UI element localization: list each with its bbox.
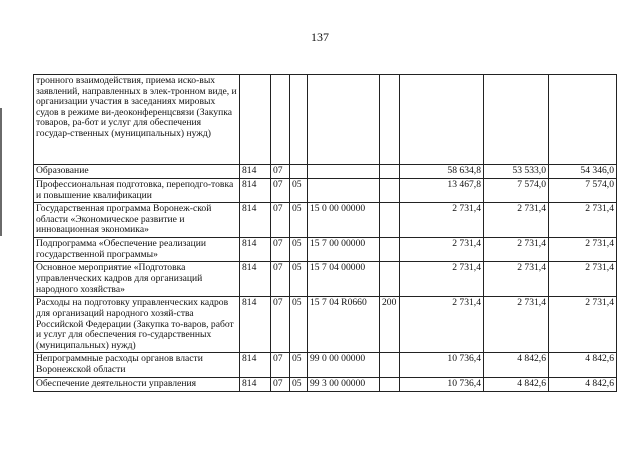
cell-year3: 2 731,4 (549, 203, 617, 238)
budget-table (33, 74, 617, 392)
cell-vr (380, 165, 400, 179)
cell-year2: 2 731,4 (484, 203, 549, 238)
cell-vr (380, 75, 400, 165)
cell-rz: 07 (271, 297, 290, 353)
cell-year1: 58 634,8 (400, 165, 484, 179)
cell-year3 (549, 75, 617, 165)
cell-rz: 07 (271, 179, 290, 203)
cell-pr: 05 (290, 179, 308, 203)
row-name: тронного взаимодействия, приема иско-вых заявлений, направленных в элек-тронном виде, и организации участия в заседаниях мировых судов в режиме ви-деоконференцсвязи (Закупка товаров, ра-бот и услуг для обеспечения государ-ственных (муниципальных) нужд) (34, 75, 240, 165)
row-name: Непрограммные расходы органов власти Воронежской области (34, 353, 240, 377)
row-name: Подпрограмма «Обеспечение реализации государственной программы» (34, 238, 240, 262)
cell-vr (380, 377, 400, 391)
row-name: Образование (34, 165, 240, 179)
table-row (34, 165, 617, 179)
cell-rz: 07 (271, 165, 290, 179)
row-name: Обеспечение деятельности управления (34, 377, 240, 391)
table-row (34, 203, 617, 238)
cell-year1 (400, 75, 484, 165)
cell-year1: 2 731,4 (400, 297, 484, 353)
row-name: Расходы на подготовку управленческих кадров для организаций народного хозяй-ства Российской Федерации (Закупка то-варов, работ и услуг для обеспечения го-сударственных (муниципальных) нужд) (34, 297, 240, 353)
cell-vr (380, 203, 400, 238)
row-name: Основное мероприятие «Подготовка управленческих кадров для организаций народного хозяйства» (34, 262, 240, 297)
cell-pr: 05 (290, 377, 308, 391)
cell-csr (308, 75, 380, 165)
cell-pr: 05 (290, 297, 308, 353)
cell-csr (308, 179, 380, 203)
cell-vr (380, 179, 400, 203)
table-row (34, 297, 617, 353)
cell-rz: 07 (271, 262, 290, 297)
cell-year1: 10 736,4 (400, 353, 484, 377)
cell-year3: 54 346,0 (549, 165, 617, 179)
cell-gr: 814 (240, 297, 271, 353)
cell-year3: 7 574,0 (549, 179, 617, 203)
cell-year2: 2 731,4 (484, 262, 549, 297)
scan-edge-mark (0, 108, 2, 236)
row-name: Профессиональная подготовка, переподго-товка и повышение квалификации (34, 179, 240, 203)
cell-year1: 2 731,4 (400, 262, 484, 297)
cell-year1: 2 731,4 (400, 203, 484, 238)
table-row (34, 262, 617, 297)
cell-pr: 05 (290, 262, 308, 297)
cell-year2: 4 842,6 (484, 353, 549, 377)
cell-pr (290, 165, 308, 179)
cell-pr: 05 (290, 203, 308, 238)
cell-year2: 2 731,4 (484, 238, 549, 262)
cell-pr: 05 (290, 353, 308, 377)
cell-year1: 2 731,4 (400, 238, 484, 262)
cell-rz: 07 (271, 377, 290, 391)
cell-year1: 10 736,4 (400, 377, 484, 391)
cell-gr: 814 (240, 165, 271, 179)
cell-gr: 814 (240, 353, 271, 377)
page-number: 137 (311, 30, 329, 44)
cell-vr: 200 (380, 297, 400, 353)
cell-csr: 15 0 00 00000 (308, 203, 380, 238)
row-name: Государственная программа Воронеж-ской области «Экономическое развитие и инновационная экономика» (34, 203, 240, 238)
cell-rz: 07 (271, 353, 290, 377)
cell-year3: 2 731,4 (549, 238, 617, 262)
cell-year1: 13 467,8 (400, 179, 484, 203)
cell-gr (240, 75, 271, 165)
table-row (34, 75, 617, 165)
table-row (34, 377, 617, 391)
cell-year2: 2 731,4 (484, 297, 549, 353)
cell-csr: 15 7 04 R0660 (308, 297, 380, 353)
cell-gr: 814 (240, 203, 271, 238)
cell-rz (271, 75, 290, 165)
cell-pr (290, 75, 308, 165)
table-row (34, 353, 617, 377)
cell-year3: 2 731,4 (549, 297, 617, 353)
cell-rz: 07 (271, 238, 290, 262)
cell-pr: 05 (290, 238, 308, 262)
cell-csr: 15 7 00 00000 (308, 238, 380, 262)
cell-rz: 07 (271, 203, 290, 238)
cell-year2: 7 574,0 (484, 179, 549, 203)
cell-year2: 53 533,0 (484, 165, 549, 179)
cell-vr (380, 262, 400, 297)
cell-vr (380, 238, 400, 262)
cell-year2: 4 842,6 (484, 377, 549, 391)
cell-csr: 15 7 04 00000 (308, 262, 380, 297)
cell-csr: 99 0 00 00000 (308, 353, 380, 377)
cell-year3: 4 842,6 (549, 353, 617, 377)
cell-csr: 99 3 00 00000 (308, 377, 380, 391)
cell-year2 (484, 75, 549, 165)
cell-vr (380, 353, 400, 377)
cell-gr: 814 (240, 262, 271, 297)
cell-csr (308, 165, 380, 179)
cell-year3: 4 842,6 (549, 377, 617, 391)
cell-gr: 814 (240, 238, 271, 262)
cell-year3: 2 731,4 (549, 262, 617, 297)
table-row (34, 179, 617, 203)
cell-gr: 814 (240, 377, 271, 391)
table-row (34, 238, 617, 262)
cell-gr: 814 (240, 179, 271, 203)
